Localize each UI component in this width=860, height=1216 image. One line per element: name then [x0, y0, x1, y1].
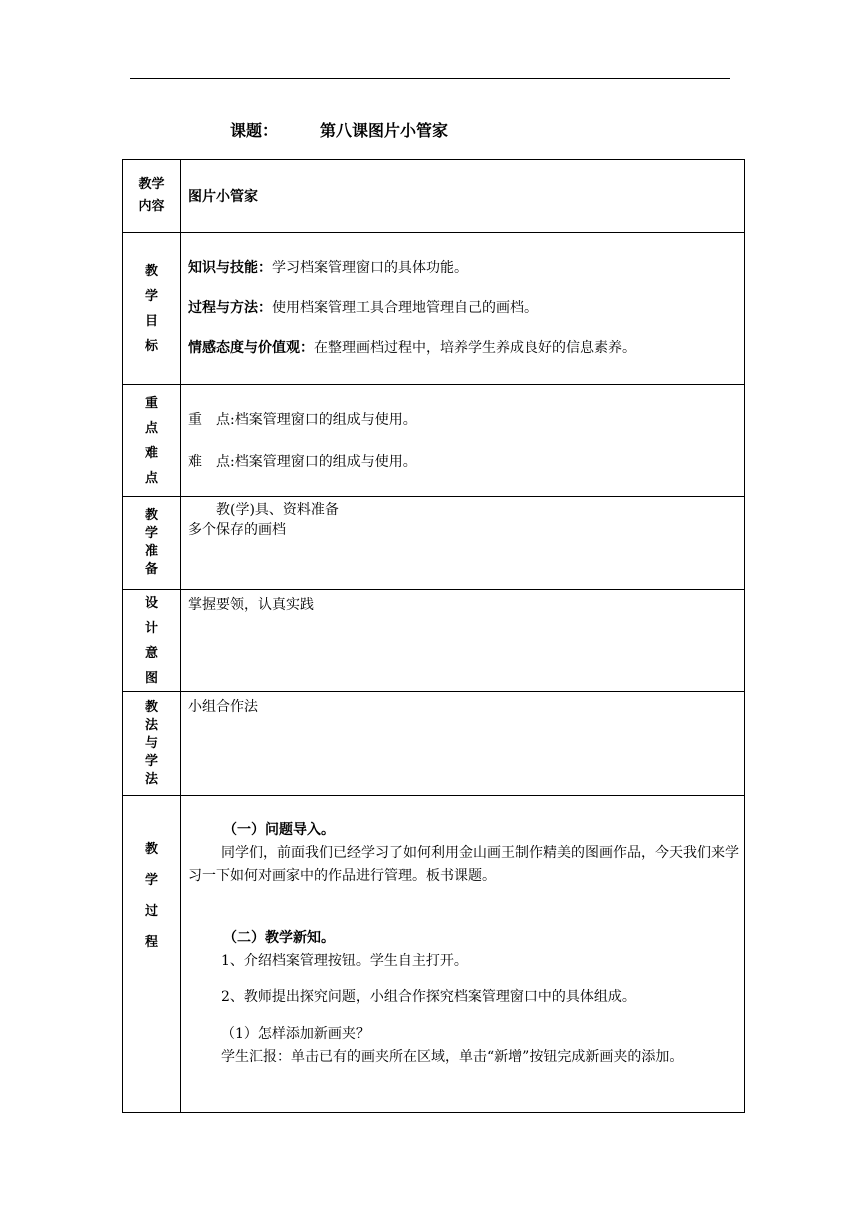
row-label-methods: 教 法 与 学 法	[123, 692, 181, 796]
cell-key-points	[181, 385, 745, 497]
answer-1-text: 学生汇报：单击已有的画夹所在区域，单击“新增”按钮完成新画夹的添加。	[221, 1049, 684, 1065]
row-label-teaching-content: 教学 内容	[123, 160, 181, 233]
section-1-body: 同学们，前面我们已经学习了如何利用金山画王制作精美的图画作品，今天我们来学习一下如何对画家中的作品进行管理。板书课题。	[188, 845, 739, 884]
methods-text: 小组合作法	[188, 699, 258, 715]
row-methods	[123, 692, 745, 796]
row-label-process: 教 学 过 程	[123, 796, 181, 1113]
difficult-point-text: 难 点:档案管理窗口的组成与使用。	[188, 454, 417, 470]
design-intent-text: 掌握要领，认真实践	[188, 597, 314, 613]
step-2-text: 2、教师提出探究问题，小组合作探究档案管理窗口中的具体组成。	[221, 989, 636, 1005]
row-design-intent	[123, 590, 745, 692]
cell-teaching-content	[181, 160, 745, 233]
row-preparation	[123, 497, 745, 590]
row-objectives	[123, 233, 745, 385]
cell-process	[181, 796, 745, 1113]
page-title	[230, 118, 448, 141]
title-value: 第八课图片小管家	[320, 121, 449, 140]
question-1-text: （1）怎样添加新画夹？	[221, 1026, 370, 1042]
lesson-plan-table	[122, 159, 745, 1113]
row-label-objectives: 教 学 目 标	[123, 233, 181, 385]
row-label-key-points: 重 点 难 点	[123, 385, 181, 497]
cell-methods	[181, 692, 745, 796]
row-process	[123, 796, 745, 1113]
objective-emotion: 情感态度与价值观：在整理画档过程中，培养学生养成良好的信息素养。	[188, 340, 636, 356]
cell-objectives	[181, 233, 745, 385]
key-point-text: 重 点:档案管理窗口的组成与使用。	[188, 412, 417, 428]
preparation-line-1: 教(学)具、资料准备	[188, 502, 339, 518]
cell-design-intent	[181, 590, 745, 692]
step-1-text: 1、介绍档案管理按钮。学生自主打开。	[221, 953, 468, 969]
teaching-content-text: 图片小管家	[188, 189, 258, 205]
section-1-heading: （一）问题导入。	[223, 822, 335, 838]
header-rule	[130, 78, 730, 79]
section-2-heading: （二）教学新知。	[223, 930, 335, 946]
row-key-points	[123, 385, 745, 497]
row-teaching-content	[123, 160, 745, 233]
preparation-line-2: 多个保存的画档	[188, 522, 286, 538]
cell-preparation	[181, 497, 745, 590]
title-label: 课题：	[230, 121, 279, 140]
objective-process: 过程与方法：使用档案管理工具合理地管理自己的画档。	[188, 300, 538, 316]
row-label-preparation: 教 学 准 备	[123, 497, 181, 590]
row-label-design-intent: 设 计 意 图	[123, 590, 181, 692]
objective-knowledge: 知识与技能：学习档案管理窗口的具体功能。	[188, 260, 468, 276]
